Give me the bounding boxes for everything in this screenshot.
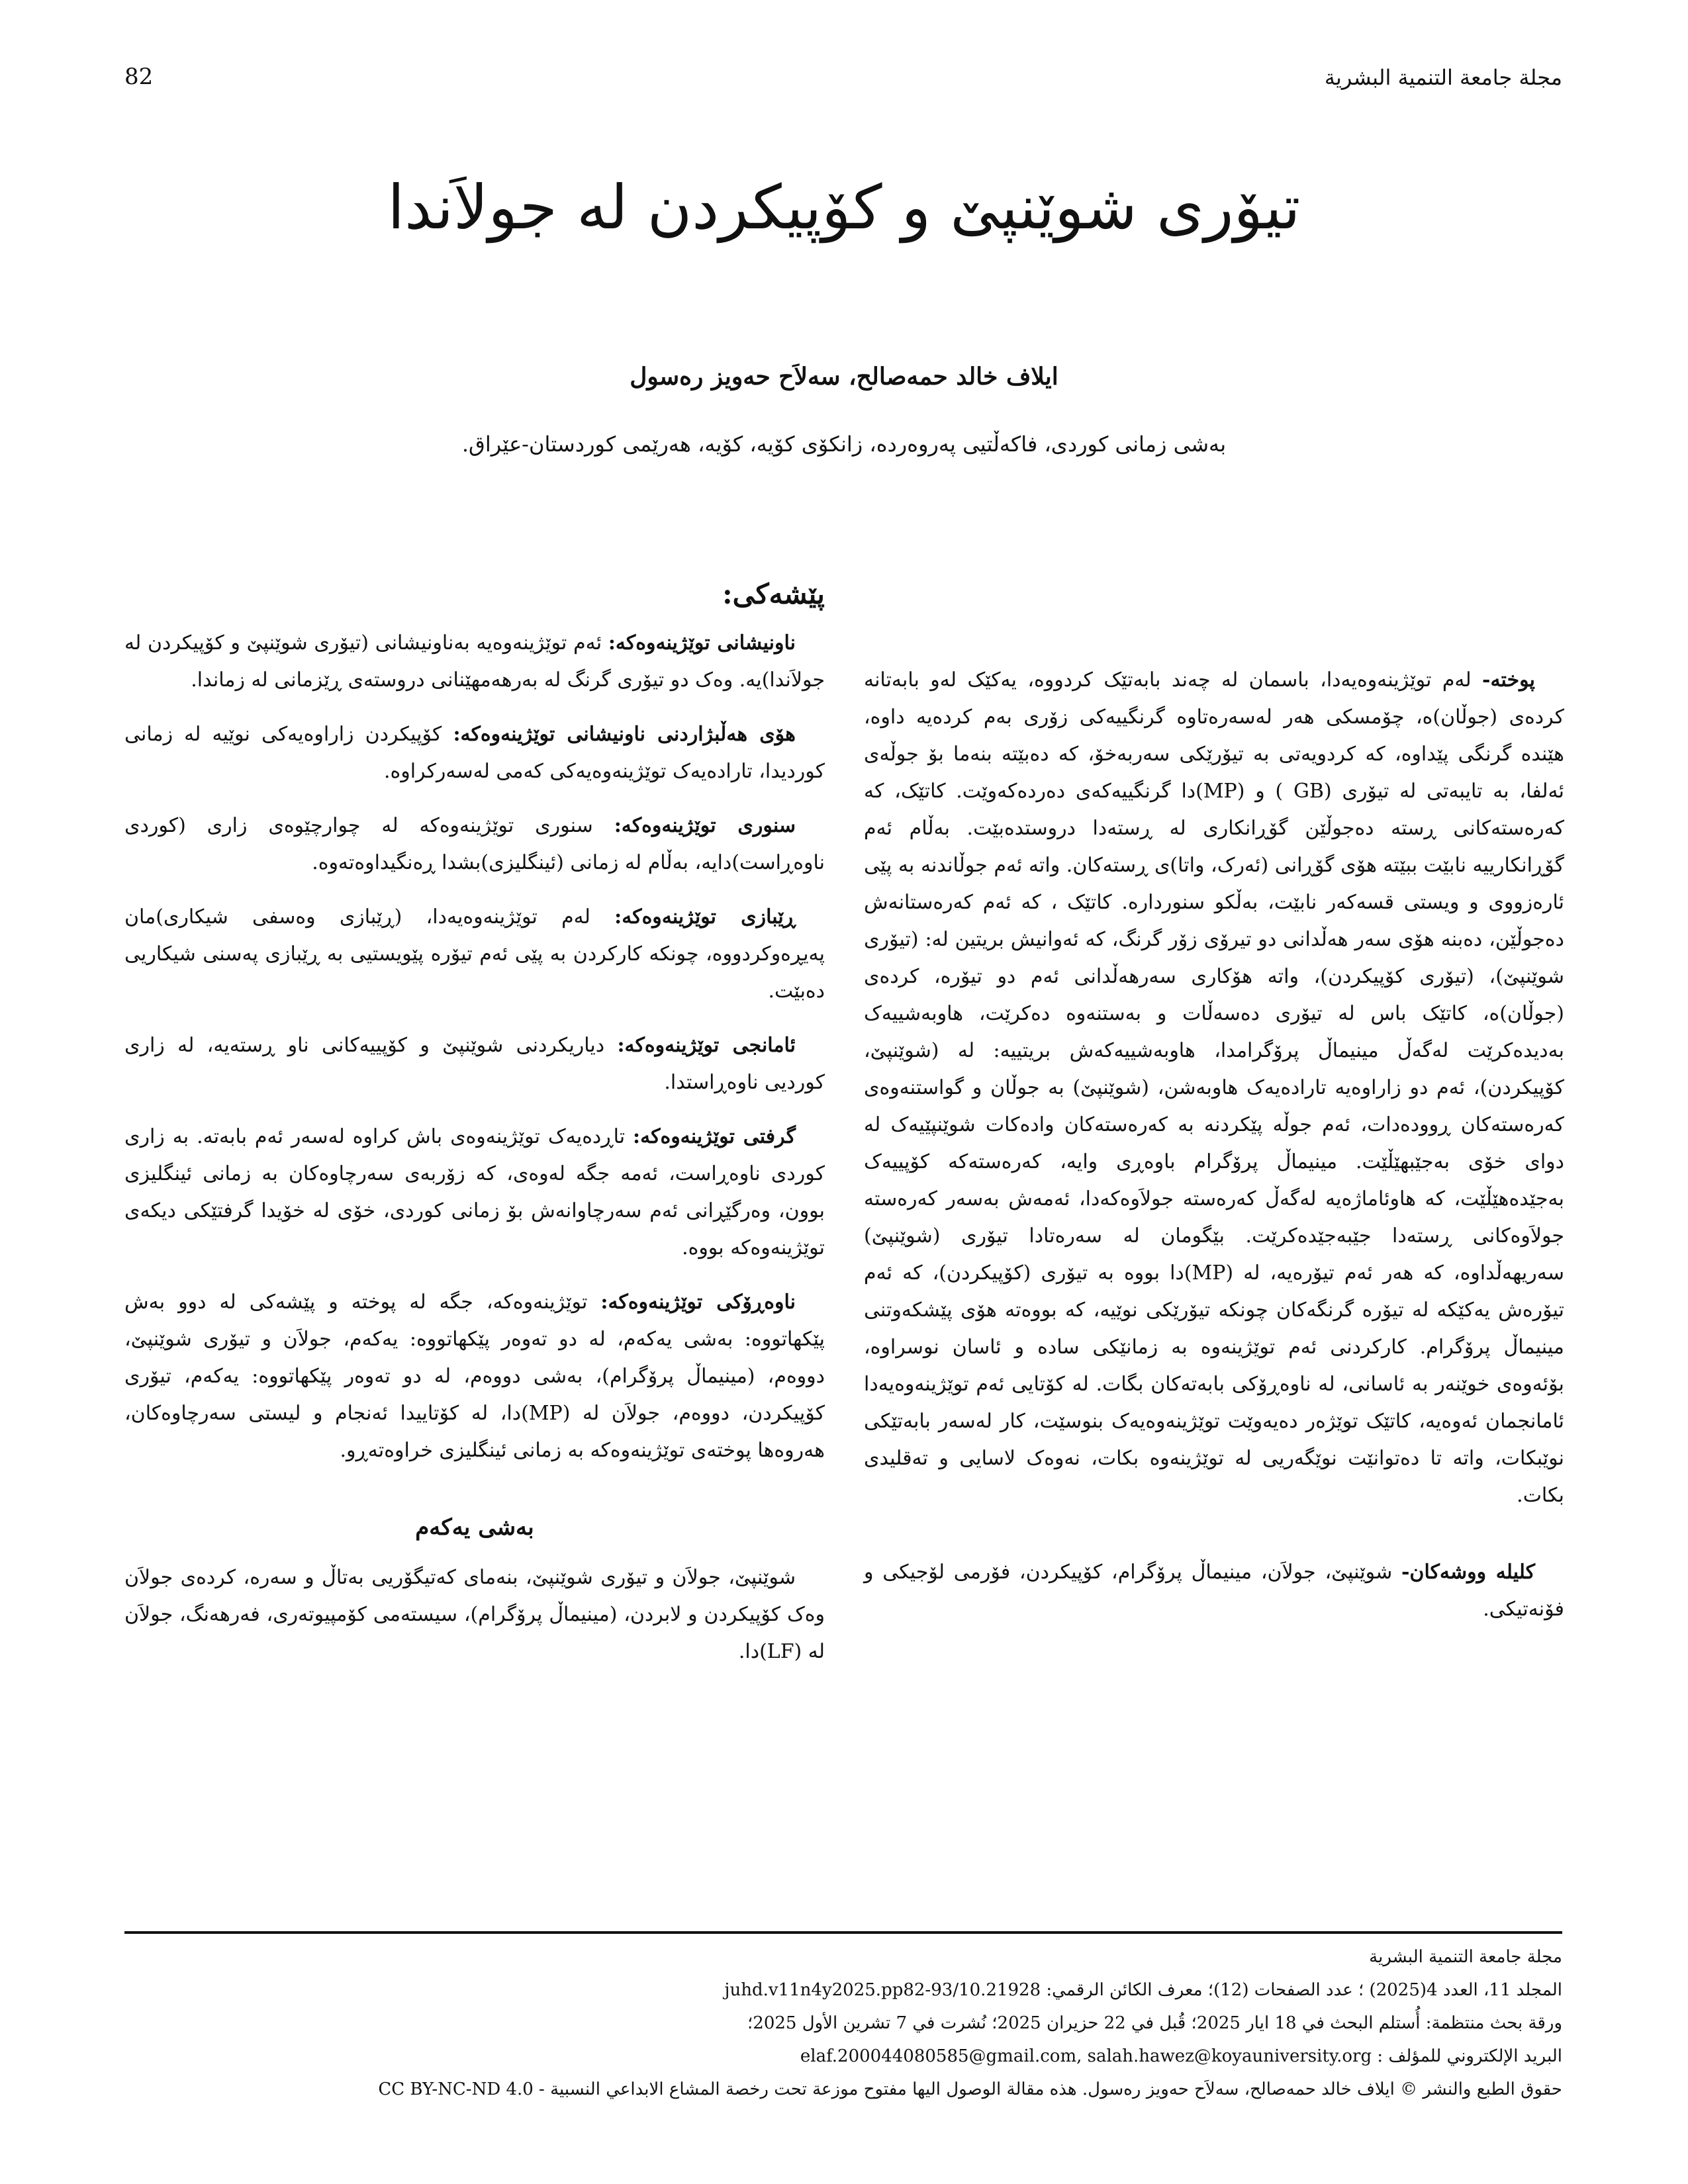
abstract-column (864, 662, 1564, 1645)
intro-paragraph-text: لەم توێژینەوەیەدا، (ڕێبازی وەسفی شیکاری)مان پەیڕەوکردووە، چونکە کارکردن بە پێی ئەم تیۆرە پێویستیی بە ڕێبازی پەسنی شیکاریی دەبێت. (124, 905, 825, 1003)
intro-paragraph-lead: ڕێبازی توێژینەوەکە: (614, 905, 796, 929)
footer-copyright: حقوق الطبع والنشر © ایلاف خالد حمەصالح، سەلاَح حەویز رەسول. هذه مقالة الوصول اليها مفتوح موزعة تحت رخصة المشاع الابداعي النسبية - CC BY-NC-ND 4.0 (378, 2079, 1562, 2099)
intro-paragraph (124, 716, 825, 790)
intro-paragraph-text: دیاریکردنی شوێنپێ و کۆپییەکانی ناو ڕستەیە، لە زاری کوردیی ناوەڕاستدا. (124, 1034, 825, 1094)
intro-paragraph-lead: ناونیشانی توێژینەوەکە: (608, 631, 796, 655)
intro-heading: پێشەکی: (722, 578, 825, 610)
intro-column (124, 576, 825, 1688)
intro-paragraph (124, 807, 825, 882)
intro-paragraph-text: ئەم توێژینەوەیە بەناونیشانی (تیۆری شوێنپێ و کۆپیکردن لە جولاَندا)یە. وەک دو تیۆری گرنگ لە بەرهەمهێنانی دروستەی ڕێزمانی لە زماندا. (124, 631, 825, 692)
keywords-lead: کلیلە ووشەکان- (1401, 1561, 1535, 1584)
intro-paragraph-lead: گرفتی توێژینەوەکە: (633, 1125, 796, 1148)
section-one-heading: بەشی یەکەم (415, 1514, 534, 1541)
keywords-text: شوێنپێ، جولاَن، مینیماڵ پرۆگرام، کۆپیکردن، فۆرمی لۆجیکی و فۆنەتیکی. (864, 1561, 1564, 1621)
footer-volume-doi: المجلد 11، العدد 4(2025) ؛ عدد الصفحات (12)؛ معرف الكائن الرقمي: 10.21928/juhd.v11n4y2025.pp82-93 (724, 1980, 1562, 2000)
intro-paragraph (124, 899, 825, 1010)
abstract-text: لەم توێژینەوەیەدا، باسمان لە چەند بابەتێک کردووە، یەکێک لەو بابەتانە کردەی (جوڵان)ە، چۆمسکی هەر لەسەرەتاوە گرنگییەکی زۆری بەم کردەیە داوە، هێندە گرنگی پێداوە، کە کردویەتی بە تیۆرێکی سەربەخۆ، کە دەبێتە بنەما بۆ جوڵەی ئەلفا، بە تایبەتی لە تیۆری (GB ) و (MP)دا گرنگییەکەی دەردەکەوێت. کاتێک، کە کەرەستەکانی ڕستە دەجوڵێن گۆڕانکاری لە ڕستەدا دروستدەبێت. بەڵام ئەم گۆڕانکارییە نابێت ببێتە هۆی گۆڕانی (ئەرک، واتا)ی ڕستەکان. واتە ئەم جوڵاندنە بە پێی ئارەزووی و ویستی قسەکەر نابێت، بەڵکو سنوردارە. کاتێک ، کە ئەم کەرەستانەش دەجوڵێن، دەبنە هۆی سەر هەڵدانی دو تیرۆی زۆر گرنگ، کە ئەوانیش بریتین لە: (تیۆری شوێنپێ)، (تیۆری کۆپیکردن)، واتە هۆکاری سەرهەڵدانی ئەم دو تیۆرە، کردەی (جوڵان)ە، کاتێک باس لە تیۆری دەسەڵات و بەستنەوە دەکرێت، هاوبەشییەک بەدیدەکرێت لەگەڵ مینیماڵ پرۆگرامدا، هاوبەشییەکەش بریتییە: لە (شوێنپێ، کۆپیکردن)، ئەم دو زاراوەیە تارادەیەک هاوبەشن، (شوێنپێ) بە جوڵان و گواستنەوەی کەرەستەکان ڕوودەدات، ئەم جوڵە پێکردنە بە کەرەستەکان وادەکات شوێنپێیەک لە دوای خۆی بەجێبهێڵێت. مینیماڵ پرۆگرام باوەڕی وایە، کەرەستەکە کۆپییەک بەجێدەهێڵێت، کە هاوئاماژەیە لەگەڵ کەرەستە جولاَوەکەدا، ئەمەش بەسەر کەرەستە جولاَوەکانی ڕستەدا جێبەجێدەکرێت. بێگومان لە سەرەتادا تیۆری (شوێنپێ) سەریهەڵداوە، کە هەر ئەم تیۆرەیە، لە (MP)دا بووە بە تیۆری (کۆپیکردن)، کە ئەم تیۆرەش یەکێکە لە تیۆرە گرنگەکان چونکە تیۆرێکی نوێیە، کە بووەتە هۆی پێشکەوتنی مینیماڵ پرۆگرام. کارکردنی ئەم توێژینەوە بە زمانێکی سادە و ئاسان نوسراوە، بۆئەوەی خوێنەر بە ئاسانی، لە ناوەڕۆکی بابەتەکان بگات. لە کۆتایی ئەم توێژینەوەیەدا ئامانجمان ئەوەیە، کاتێک توێژەر دەیەوێت توێژینەوەیەک بنوسێت، کار لەسەر بابەتێکی نوێبکات، واتە تا دەتوانێت نوێگەریی لە توێژینەوە بکات، نەوەک لاسایی و تەقلیدی بکات. (864, 668, 1564, 1507)
affiliation: بەشی زمانی کوردی، فاکەڵتیی پەروەردە، زانکۆی کۆیە، کۆیە، هەرێمی کوردستان-عێراق. (461, 432, 1227, 457)
footer-journal: مجلة جامعة التنمية البشرية (1369, 1947, 1562, 1967)
keywords-paragraph (864, 1554, 1564, 1628)
page-number: 82 (124, 64, 154, 90)
intro-paragraph-lead: سنوری توێژینەوەکە: (614, 814, 796, 837)
authors: ایلاف خالد حمەصالح، سەلاَح حەویز رەسول (630, 363, 1058, 390)
abstract-lead: پوختە- (1482, 668, 1535, 692)
intro-paragraph-lead: ناوەڕۆکی توێژینەوەکە: (600, 1291, 796, 1314)
intro-paragraph-text: سنوری توێژینەوەکە لە چوارچێوەی زاری (کوردی ناوەڕاست)دایە، بەڵام لە زمانی (ئینگلیزی)بشدا ڕەنگیداوەتەوە. (124, 814, 825, 874)
intro-paragraph (124, 1027, 825, 1101)
intro-paragraph (124, 1284, 825, 1469)
footer-divider (124, 1931, 1562, 1934)
footer (124, 1940, 1562, 2106)
intro-paragraph-lead: ئامانجی توێژینەوەکە: (617, 1034, 796, 1057)
intro-paragraph (124, 625, 825, 699)
intro-paragraph-text: تاڕدەیەک توێژینەوەی باش کراوە لەسەر ئەم بابەتە. بە زاری کوردی ناوەڕاست، ئەمە جگە لەوەی، کە زۆربەی سەرچاوەکان بە زمانی ئینگلیزی بوون، وەرگێڕانی ئەم سەرچاوانەش بۆ زمانی کوردی، خۆی لە خۆیدا گرفتێکی دیکەی توێژینەوەکە بووە. (124, 1125, 825, 1259)
intro-paragraph (124, 1118, 825, 1267)
article-title: تیۆری شوێنپێ و کۆپیکردن لە جولاَندا (387, 172, 1301, 243)
section-one-text: شوێنپێ، جولاَن و تیۆری شوێنپێ، بنەمای کەتیگۆریی بەتاڵ و سەرە، کردەی جولاَن وەک کۆپیکردن و لابردن، (مینیماڵ پرۆگرام)، سیستەمی کۆمپیوتەری، فەرهەنگ، جولاَن لە (LF)دا. (124, 1566, 825, 1663)
abstract-paragraph (864, 662, 1564, 1514)
intro-paragraph-text: کۆپیکردن زاراوەیەکی نوێیە لە زمانی کوردیدا، تارادەیەک توێژینەوەیەکی کەمی لەسەرکراوە. (124, 723, 825, 783)
footer-emails: البريد الإلكتروني للمؤلف : elaf.200044080585@gmail.com, salah.hawez@koyauniversity.org (800, 2046, 1562, 2066)
journal-name: مجلة جامعة التنمية البشرية (1324, 65, 1562, 90)
intro-paragraph-lead: هۆی هەڵبژاردنی ناونیشانی توێژینەوەکە: (453, 723, 796, 746)
footer-dates: ورقة بحث منتظمة: أُستلم البحث في 18 ايار 2025؛ قُبل في 22 حزيران 2025؛ نُشرت في 7 تشرين الأول 2025؛ (747, 2013, 1562, 2033)
intro-paragraph-text: توێژینەوەکە، جگە لە پوختە و پێشەکی لە دوو بەش پێکهاتووە: بەشی یەکەم، لە دو تەوەر پێکهاتووە: یەکەم، جولاَن و تیۆری شوێنپێ، دووەم، (مینیماڵ پرۆگرام)، بەشی دووەم، لە دو تەوەر پێکهاتووە: یەکەم، تیۆری کۆپیکردن، دووەم، جولاَن لە (MP)دا، لە کۆتاییدا ئەنجام و لیستی سەرچاوەکان، هەروەها پوختەی توێژینەوەکە بە زمانی ئینگلیزی خراوەتەڕو. (124, 1291, 825, 1462)
